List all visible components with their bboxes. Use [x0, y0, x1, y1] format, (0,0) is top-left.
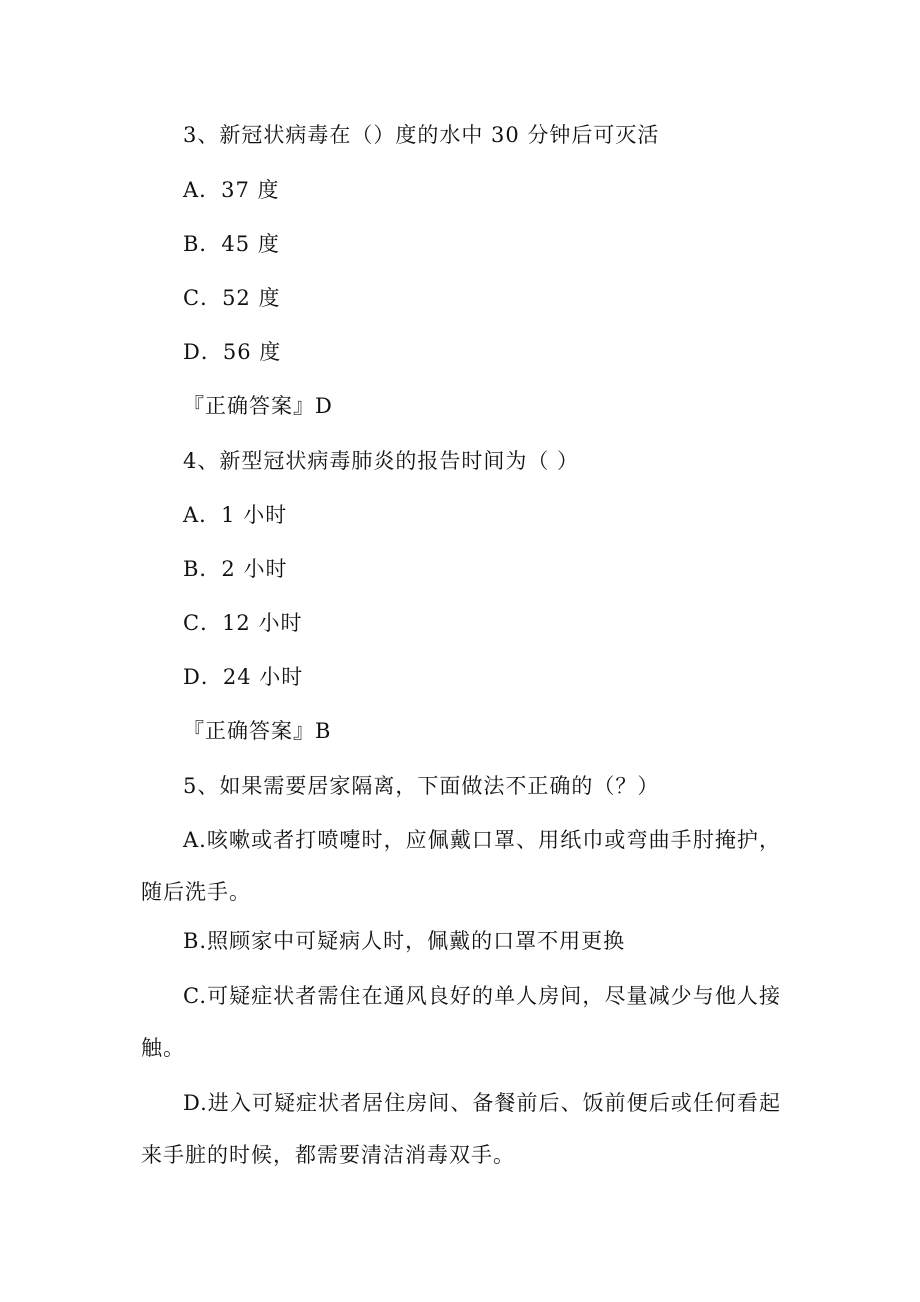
question-3-stem: 3、新冠状病毒在（）度的水中 30 分钟后可灭活 — [183, 123, 660, 147]
question-5-option-d: D.进入可疑症状者居住房间、备餐前后、饭前便后或任何看起来手脏的时候，都需要清洁消毒双手。 — [141, 1091, 781, 1167]
question-5-option-b: B.照顾家中可疑病人时，佩戴的口罩不用更换 — [183, 929, 626, 953]
question-5-option-a: A.咳嗽或者打喷嚏时，应佩戴口罩、用纸巾或弯曲手肘掩护，随后洗手。 — [141, 828, 781, 904]
question-3-answer: 『正确答案』D — [183, 394, 333, 418]
question-5-stem: 5、如果需要居家隔离，下面做法不正确的（？） — [183, 774, 660, 798]
question-4-option-c: C．12 小时 — [183, 611, 303, 635]
question-4-option-b: B．2 小时 — [183, 557, 288, 581]
question-3-option-d: D．56 度 — [183, 340, 282, 364]
question-3-option-b: B．45 度 — [183, 232, 280, 256]
question-4-answer: 『正确答案』B — [183, 719, 332, 743]
question-3-option-a: A．37 度 — [183, 178, 280, 202]
question-4-option-a: A．1 小时 — [183, 503, 288, 527]
question-4-stem: 4、新型冠状病毒肺炎的报告时间为（ ） — [183, 449, 580, 473]
question-4-option-d: D．24 小时 — [183, 665, 304, 689]
question-3-option-c: C．52 度 — [183, 286, 281, 310]
question-5-option-c: C.可疑症状者需住在通风良好的单人房间，尽量减少与他人接触。 — [141, 984, 781, 1060]
